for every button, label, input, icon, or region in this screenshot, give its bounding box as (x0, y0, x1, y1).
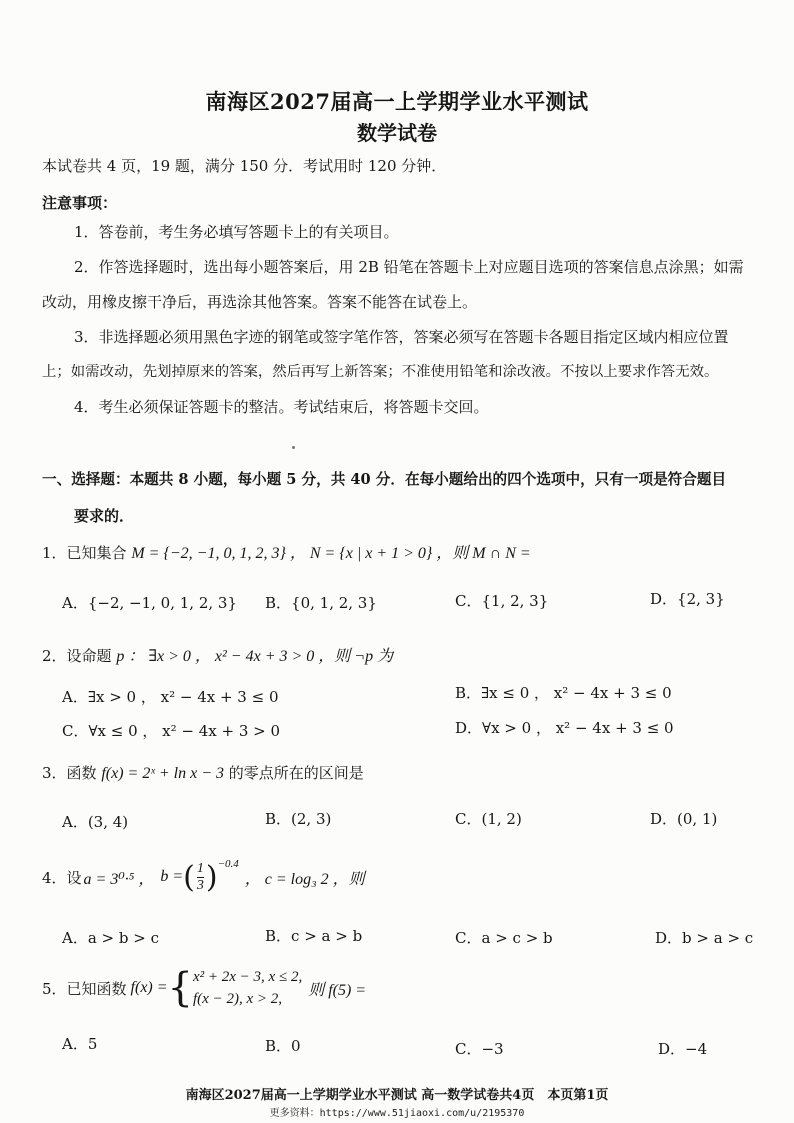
question-5-f: f(x) = (130, 979, 168, 996)
notice-heading: 注意事项： (42, 194, 118, 212)
q5-option-c: C．−3 (455, 1040, 504, 1058)
q4-option-a: A．a > b > c (62, 929, 159, 947)
question-4-c: ， c = log₃ 2 ，则 (244, 870, 365, 888)
notice-item-3: 3．非选择题必须用黑色字迹的钢笔或签字笔作答，答案必须写在答题卡各题目指定区域内相应位置 (74, 328, 729, 346)
q2-option-a: A．∃x > 0 ， x² − 4x + 3 ≤ 0 (62, 688, 279, 706)
q1-option-d: D．{2, 3} (650, 590, 725, 608)
question-1-math: M = {−2, −1, 0, 1, 2, 3} ， N = {x | x + 1 > 0} ，则 M ∩ N = (131, 545, 531, 562)
notice-item-2-cont: 改动，用橡皮擦干净后，再选涂其他答案。答案不能答在试卷上。 (42, 293, 478, 311)
q3-option-c: C．(1, 2) (455, 810, 522, 828)
intro-text: 本试卷共 4 页，19 题，满分 150 分．考试用时 120 分钟． (42, 157, 447, 175)
question-3 (42, 762, 364, 783)
q5-option-d: D．−4 (658, 1040, 708, 1058)
q1-option-c: C．{1, 2, 3} (455, 592, 549, 610)
question-5-prefix: 5．已知函数 (42, 979, 127, 998)
section-heading-cont: 要求的． (74, 507, 135, 525)
question-4-b: b = (160, 868, 184, 885)
close-paren: ) (205, 859, 218, 895)
question-4 (42, 852, 365, 902)
question-2-prefix: 2．设命题 (42, 647, 112, 665)
exam-title: 南海区2027届高一上学期学业水平测试 (205, 89, 589, 114)
fraction-numerator: 1 (196, 860, 204, 876)
piecewise-brace: { (167, 965, 193, 1011)
question-4-a: a = 3⁰·⁵ ， (83, 870, 155, 888)
notice-item-2: 2．作答选择题时，选出每小题答案后，用 2B 铅笔在答题卡上对应题目选项的答案信息点涂黑；如需 (74, 258, 744, 276)
q4-option-b: B．c > a > b (265, 927, 363, 945)
question-1-prefix: 1．已知集合 (42, 544, 127, 562)
q3-option-d: D．(0, 1) (650, 810, 718, 828)
open-paren: ( (183, 859, 195, 895)
q2-option-c: C．∀x ≤ 0 ， x² − 4x + 3 > 0 (62, 722, 281, 740)
q4-option-c: C．a > c > b (455, 929, 553, 947)
piece-case-1: x² + 2x − 3, x ≤ 2, (193, 969, 303, 985)
source-link: 更多资料：https://www.51jiaoxi.com/u/2195370 (269, 1108, 525, 1119)
q5-option-b: B．0 (265, 1037, 301, 1055)
notice-item-3-cont: 上；如需改动，先划掉原来的答案，然后再写上新答案；不准使用铅笔和涂改液。不按以上要求作答无效。 (42, 364, 719, 380)
question-5 (42, 960, 366, 1016)
q2-option-d: D．∀x > 0 ， x² − 4x + 3 ≤ 0 (455, 719, 674, 737)
q5-option-a: A．5 (62, 1035, 98, 1053)
piece-case-2: f(x − 2), x > 2, (193, 991, 282, 1007)
question-3-prefix: 3．函数 (42, 764, 97, 782)
question-4-prefix: 4．设 (42, 868, 82, 887)
question-3-math: f(x) = 2ˣ + ln x − 3 (101, 765, 224, 782)
question-5-suffix: 则 f(5) = (308, 981, 367, 999)
fraction-denominator: 3 (196, 877, 204, 893)
question-2-math: p ： ∃x > 0 ， x² − 4x + 3 > 0 ，则 ¬p 为 (116, 648, 394, 665)
q1-option-a: A．{−2, −1, 0, 1, 2, 3} (62, 594, 237, 612)
notice-item-1: 1．答卷前，考生务必填写答题卡上的有关项目。 (74, 223, 399, 241)
question-1 (42, 540, 531, 563)
q2-option-b: B．∃x ≤ 0 ， x² − 4x + 3 ≤ 0 (455, 684, 672, 702)
exam-subtitle: 数学试卷 (357, 121, 437, 145)
q4-option-d: D．b > a > c (655, 929, 754, 947)
question-3-suffix: 的零点所在的区间是 (228, 764, 364, 782)
q3-option-b: B．(2, 3) (265, 810, 332, 828)
section-heading: 一、选择题：本题共 8 小题，每小题 5 分，共 40 分．在每小题给出的四个选项中，只有一项是符合题目 (42, 471, 727, 488)
question-4-exponent: −0.4 (217, 858, 239, 870)
question-2 (42, 643, 393, 666)
scan-speck (292, 446, 295, 449)
q1-option-b: B．{0, 1, 2, 3} (265, 594, 377, 612)
fraction-one-third (197, 861, 204, 894)
q3-option-a: A．(3, 4) (62, 813, 129, 831)
page-footer: 南海区2027届高一上学期学业水平测试 高一数学试卷共4页 本页第1页 (185, 1088, 609, 1103)
piecewise-cases (193, 966, 302, 1010)
notice-item-4: 4．考生必须保证答题卡的整洁。考试结束后，将答题卡交回。 (74, 398, 489, 416)
